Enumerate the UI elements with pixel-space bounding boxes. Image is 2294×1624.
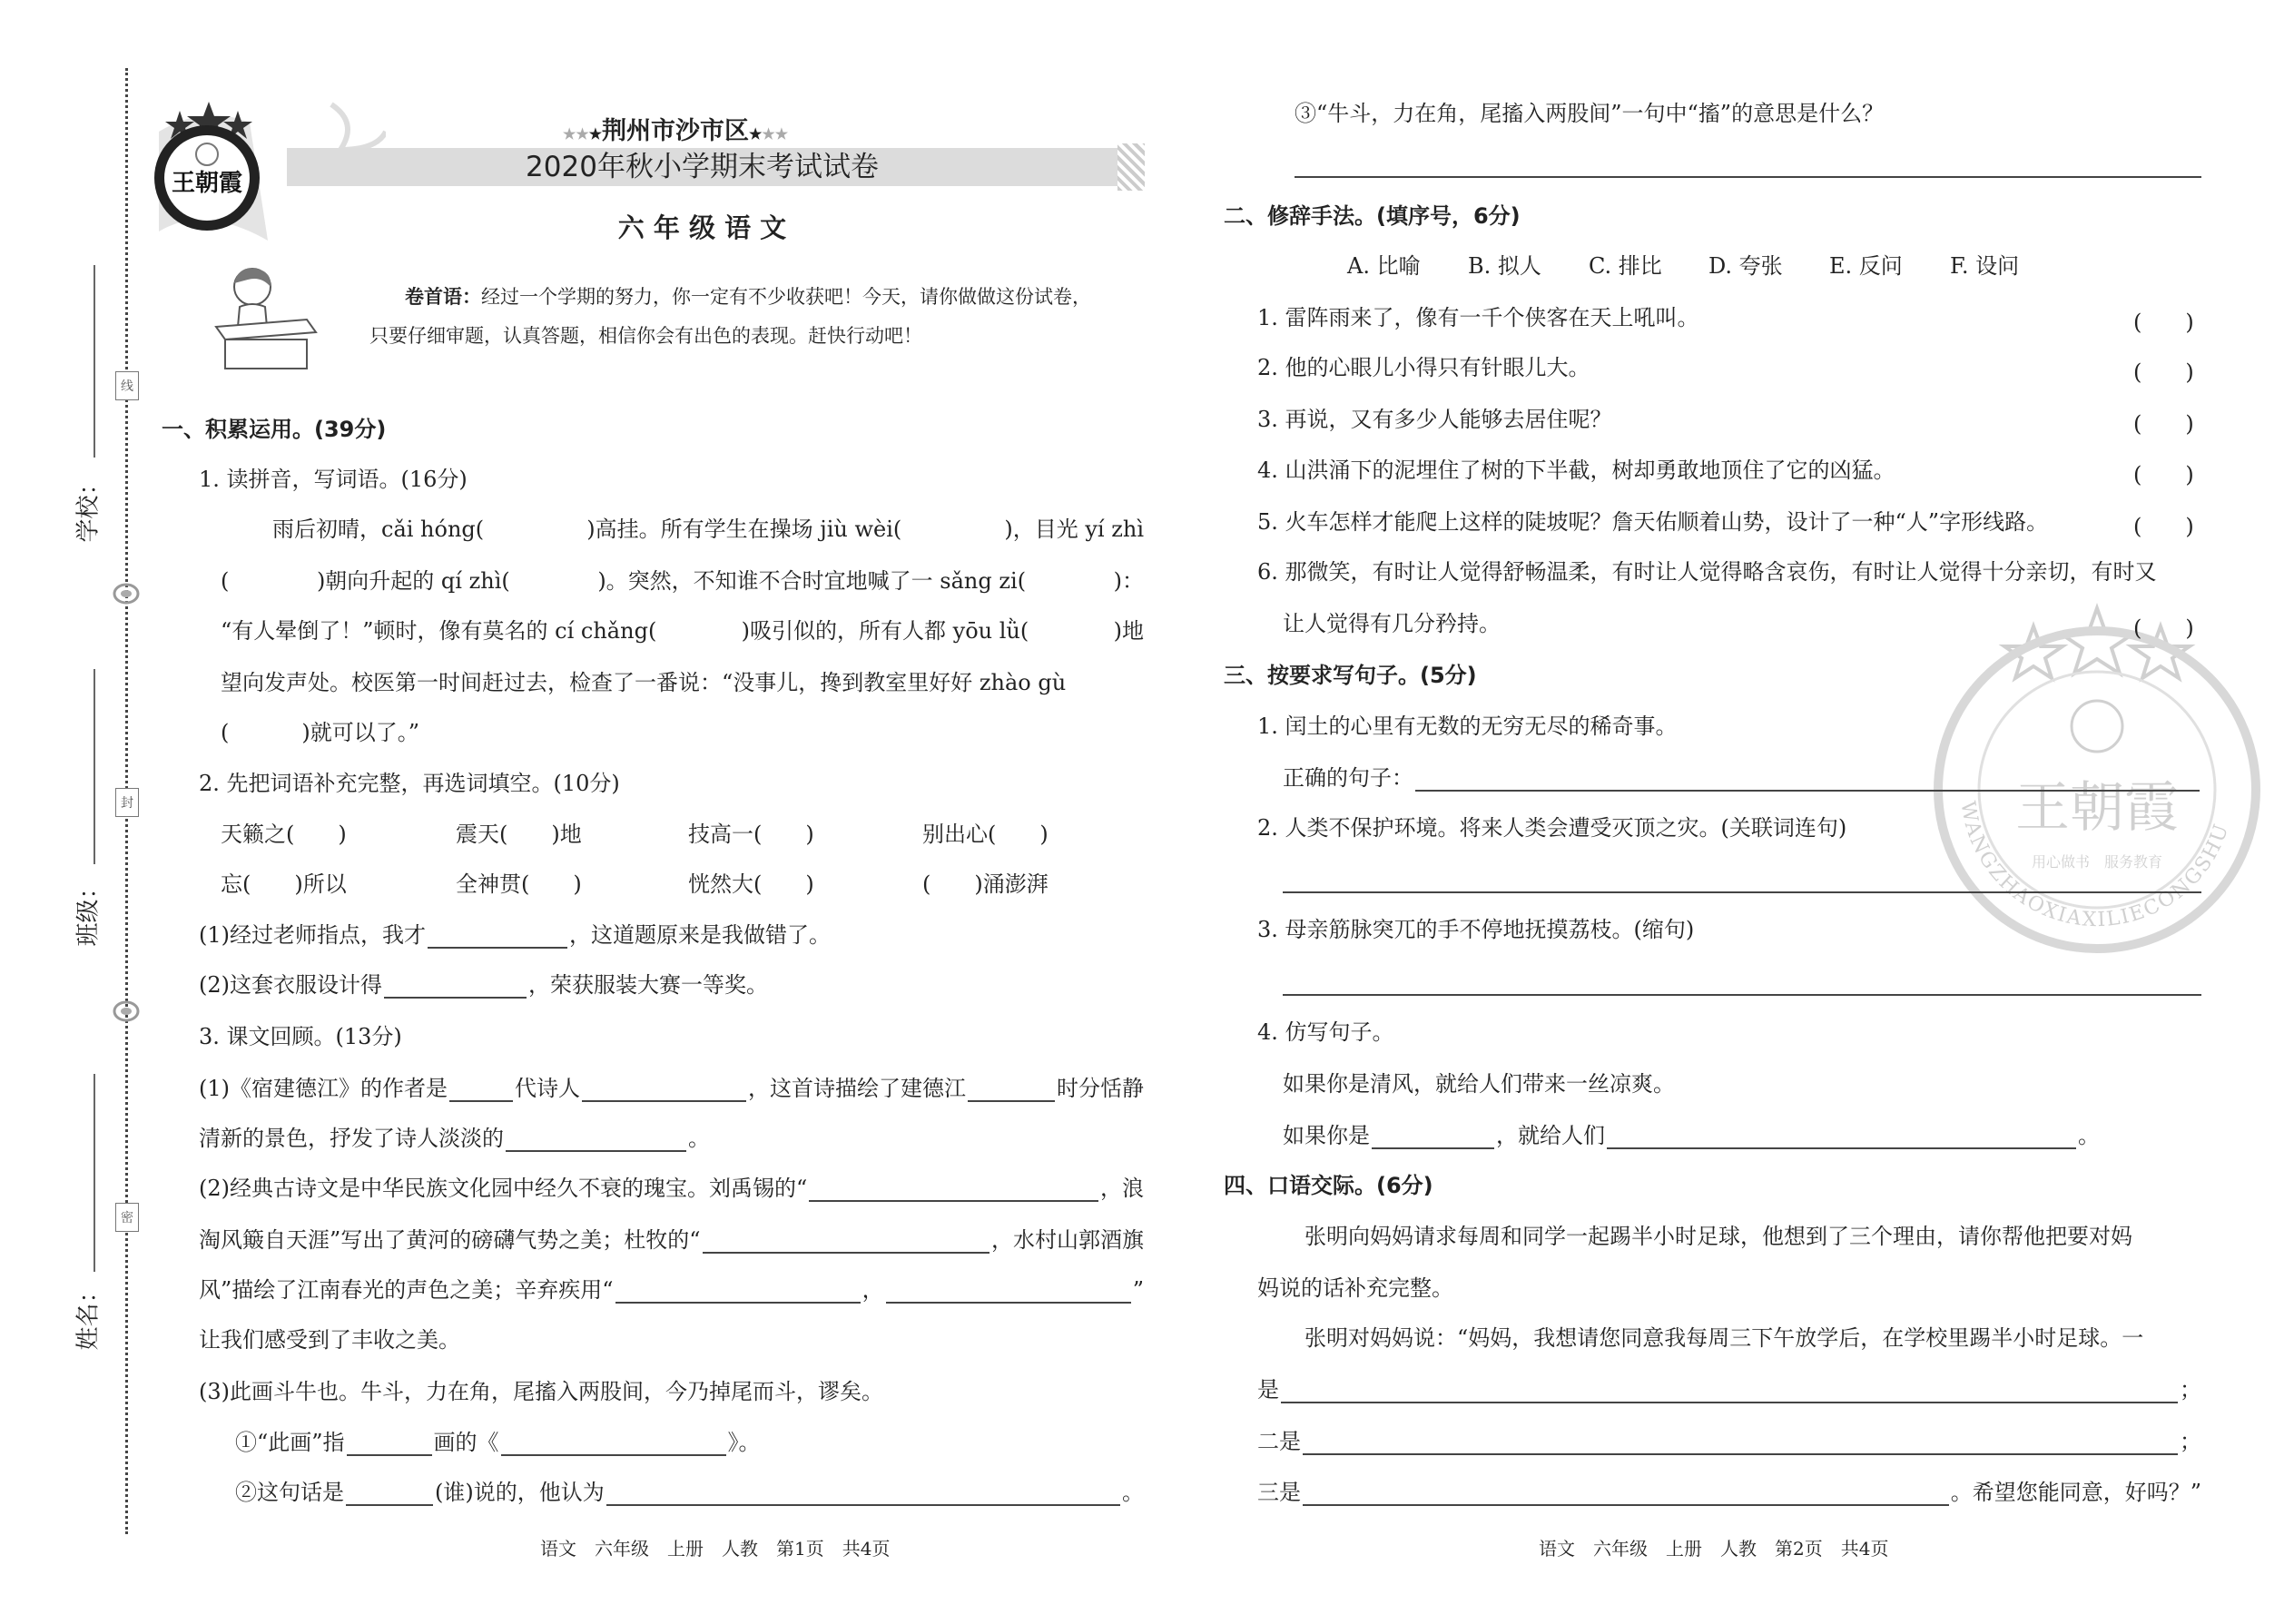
school-label: 学校： — [74, 471, 103, 543]
rhetoric-item-6-cont: 让人觉得有几分矜持。 — [1283, 611, 1501, 636]
class-line — [94, 669, 95, 864]
pinyin-line-3 — [221, 617, 1144, 645]
sentence-text: 。 — [1122, 1480, 1144, 1505]
review-2-line-4: 让我们感受到了丰收之美。 — [199, 1327, 460, 1353]
idiom-text: ) — [338, 822, 347, 847]
answer-blank[interactable] — [1303, 1481, 1949, 1506]
answer-blank[interactable] — [501, 1431, 726, 1456]
option-b: B. 拟人 — [1468, 253, 1541, 279]
passage-text: )吸引似的，所有人都 yōu lǜ( — [741, 618, 1029, 644]
sentence-text: ， — [861, 1277, 884, 1303]
student-illustration — [207, 263, 325, 370]
answer-blank[interactable] — [1415, 766, 2200, 792]
answer-blank[interactable] — [582, 1077, 746, 1102]
passage-text: ( — [221, 568, 230, 594]
answer-blank[interactable] — [606, 1481, 1120, 1506]
intro-label: 卷首语： — [405, 286, 481, 308]
sentence-text: ，荣获服装大赛一等奖。 — [528, 972, 768, 998]
name-line — [94, 1074, 95, 1272]
star-decoration-icon: ★★ — [762, 125, 789, 143]
answer-paren-5[interactable]: ( ) — [2133, 514, 2194, 539]
idiom-text: 震天( — [456, 822, 508, 847]
idiom-text: )涌澎湃 — [974, 871, 1049, 897]
answer-blank[interactable] — [762, 871, 805, 898]
answer-line[interactable] — [1295, 176, 2201, 178]
star-decoration-icon: ★★ — [563, 125, 589, 143]
spiral-icon — [113, 999, 140, 1024]
section-1-heading: 一、积累运用。(39分) — [162, 417, 387, 442]
answer-paren-6[interactable]: ( ) — [2133, 615, 2194, 641]
option-c: C. 排比 — [1589, 253, 1662, 279]
answer-blank[interactable] — [703, 1228, 989, 1254]
answer-blank[interactable] — [968, 1077, 1055, 1102]
review-1-line-1 — [199, 1075, 1144, 1102]
sentence-text: 风”描绘了江南春光的声色之美；辛弃疾用“ — [199, 1277, 614, 1303]
sentence-text: ，这道题原来是我做错了。 — [569, 922, 831, 948]
answer-blank[interactable] — [294, 821, 338, 848]
fill-sentence-1 — [199, 921, 831, 949]
sentence-task-2: 2. 人类不保护环境。将来人类会遭受灭顶之灾。(关联词连句) — [1257, 815, 1847, 841]
sentence-task-1: 1. 闰土的心里有无数的无穷无尽的稀奇事。 — [1257, 714, 1678, 739]
sentence-text: 清新的景色，抒发了诗人淡淡的 — [199, 1126, 504, 1151]
passage-text: ( — [221, 720, 230, 745]
sentence-text: ，就给人们 — [1496, 1123, 1605, 1148]
idiom-text: ) — [805, 822, 814, 847]
intro-line-1 — [405, 283, 1091, 310]
sentence-text: ①“此画”指 — [235, 1430, 345, 1455]
rhetoric-item-2: 2. 他的心眼儿小得只有针眼儿大。 — [1257, 355, 1590, 380]
seal-mark-mi: 密 — [115, 1203, 139, 1232]
answer-blank[interactable] — [347, 1431, 432, 1456]
sentence-text: (2)经典古诗文是中华民族文化园中经久不衰的瑰宝。刘禹锡的“ — [199, 1176, 808, 1201]
sentence-text: (谁)说的，他认为 — [435, 1480, 605, 1505]
seal-mark-feng: 封 — [115, 788, 139, 817]
intro-text: 经过一个学期的努力，你一定有不少收获吧！今天，请你做做这份试卷， — [481, 286, 1091, 308]
sentence-text: 。 — [688, 1126, 710, 1151]
answer-blank[interactable] — [762, 821, 805, 848]
sentence-text: ，水村山郭酒旗 — [991, 1227, 1144, 1253]
sentence-text: (1)《宿建德江》的作者是 — [199, 1076, 448, 1101]
passage-text: )。突然，不知谁不合时宜地喊了一 sǎng zi( — [597, 568, 1027, 594]
sentence-text: 画的《 — [433, 1430, 499, 1455]
idiom-text: )所以 — [294, 871, 347, 897]
answer-blank[interactable] — [615, 1278, 861, 1304]
svg-text:用心做书 服务教育: 用心做书 服务教育 — [2031, 853, 2163, 871]
answer-blank[interactable] — [449, 1077, 513, 1102]
header-region — [563, 111, 788, 146]
fill-sentence-2 — [199, 971, 768, 999]
answer-blank[interactable] — [886, 1278, 1131, 1304]
answer-blank[interactable] — [1372, 1124, 1494, 1149]
answer-blank[interactable] — [251, 871, 294, 898]
answer-label: 正确的句子： — [1283, 765, 1413, 791]
idiom-text: ) — [805, 871, 814, 897]
answer-blank[interactable] — [1303, 1430, 2178, 1455]
sentence-text: (2)这套衣服设计得 — [199, 972, 382, 998]
exam-title: 2020年秋小学期末考试试卷 — [526, 151, 879, 183]
section-2-heading: 二、修辞手法。(填序号，6分) — [1224, 203, 1521, 229]
imitation-example: 如果你是清风，就给人们带来一丝凉爽。 — [1283, 1071, 1675, 1097]
passage-text: )高挂。所有学生在操场 jiù wèi( — [586, 517, 902, 542]
sentence-text: 》。 — [727, 1430, 761, 1455]
idiom-text: ( — [922, 871, 931, 897]
sentence-text: 代诗人 — [515, 1076, 580, 1101]
sentence-text: ，浪 — [1100, 1176, 1144, 1201]
answer-blank[interactable] — [506, 1127, 686, 1152]
answer-paren-4[interactable]: ( ) — [2133, 462, 2194, 487]
rhetoric-item-3: 3. 再说，又有多少人能够去居住呢？ — [1257, 407, 1612, 432]
sentence-text: 是 — [1257, 1377, 1279, 1403]
answer-line[interactable] — [1283, 891, 2201, 893]
region-name: 荆州市沙市区 — [602, 117, 750, 145]
option-a: A. 比喻 — [1347, 253, 1421, 279]
oral-intro-2: 妈说的话补充完整。 — [1257, 1275, 1453, 1301]
passage-text: “有人晕倒了！”顿时，像有莫名的 cí chǎng( — [221, 618, 657, 644]
sentence-text: 。 — [2078, 1123, 2100, 1148]
oral-intro-1: 张明向妈妈请求每周和同学一起踢半小时足球，他想到了三个理由，请你帮他把要对妈 — [1305, 1224, 2132, 1249]
pinyin-line-4: 望向发声处。校医第一时间赶过去，检查了一番说：“没事儿，搀到教室里好好 zhào gù — [221, 670, 1067, 695]
answer-paren-2[interactable]: ( ) — [2133, 359, 2194, 385]
idiom-text: 天籁之( — [221, 822, 295, 847]
rhetoric-options — [1347, 252, 2019, 280]
idiom-text: 忘( — [221, 871, 251, 897]
sentence-text: 二是 — [1257, 1429, 1301, 1454]
sentence-task-1-answer — [1283, 764, 2201, 792]
answer-paren-1[interactable]: ( ) — [2133, 310, 2194, 335]
answer-blank[interactable] — [529, 871, 573, 898]
pinyin-line-1 — [272, 516, 1144, 543]
sentence-text: 三是 — [1257, 1480, 1301, 1505]
sentence-text: ②这句话是 — [235, 1480, 344, 1505]
review-2-line-3 — [199, 1276, 1144, 1304]
review-2-line-1 — [199, 1175, 1144, 1202]
rhetoric-item-6: 6. 那微笑，有时让人觉得舒畅温柔，有时让人觉得略含哀伤，有时让人觉得十分亲切，有时又 — [1257, 559, 2157, 585]
passage-text: )，目光 yí zhì — [1004, 517, 1144, 542]
answer-blank[interactable] — [809, 1176, 1098, 1202]
idiom-text: ) — [573, 871, 582, 897]
reason-1 — [1257, 1376, 2201, 1403]
idiom-row-2 — [221, 871, 1049, 898]
answer-blank[interactable] — [384, 973, 527, 999]
sentence-text: ，这首诗描绘了建德江 — [748, 1076, 966, 1101]
reason-2 — [1257, 1428, 2201, 1455]
school-line — [94, 265, 95, 458]
review-3-sub-3: ③“牛斗，力在角，尾搐入两股间”一句中“搐”的意思是什么？ — [1295, 101, 1885, 126]
question-2-prompt: 2. 先把词语补充完整，再选词填空。(10分) — [199, 771, 620, 796]
idiom-text: 技高一( — [688, 822, 763, 847]
answer-blank[interactable] — [1281, 1378, 2178, 1403]
review-3-sub-1 — [235, 1429, 761, 1456]
rhetoric-item-1: 1. 雷阵雨来了，像有一千个侠客在天上吼叫。 — [1257, 305, 1699, 330]
review-2-line-2 — [199, 1226, 1144, 1254]
section-3-heading: 三、按要求写句子。(5分) — [1224, 663, 1477, 688]
option-f: F. 设问 — [1950, 253, 2020, 279]
spiral-icon — [113, 581, 140, 606]
sentence-text: 如果你是 — [1283, 1123, 1370, 1148]
idiom-text: 恍然大( — [688, 871, 763, 897]
answer-blank[interactable] — [996, 821, 1039, 848]
idiom-row-1 — [221, 821, 1049, 848]
subject-title: 六 年 级 语 文 — [617, 212, 787, 243]
page-footer-2: 语文 六年级 上册 人教 第2页 共4页 — [1539, 1538, 1889, 1560]
publisher-logo — [145, 100, 272, 236]
idiom-text: 全神贯( — [456, 871, 530, 897]
idiom-text: ) — [1039, 822, 1049, 847]
answer-blank[interactable] — [428, 923, 567, 949]
passage-text: )地 — [1113, 618, 1144, 644]
imitation-fill — [1283, 1122, 2100, 1149]
pinyin-line-2 — [221, 567, 1144, 595]
reason-3 — [1257, 1479, 2201, 1506]
passage-text: )就可以了。” — [301, 720, 420, 745]
option-e: E. 反问 — [1829, 253, 1903, 279]
review-3-sub-2 — [235, 1479, 1144, 1506]
svg-text:王朝霞: 王朝霞 — [2015, 776, 2179, 840]
name-label: 姓名： — [74, 1279, 103, 1351]
sentence-text: (1)经过老师指点，我才 — [199, 922, 426, 948]
answer-blank[interactable] — [1607, 1124, 2076, 1149]
svg-text:王朝霞: 王朝霞 — [171, 170, 243, 197]
idiom-text: 别出心( — [922, 822, 997, 847]
watermark-ring-text: WANGZHAOXIAXILIECONGSHU — [1955, 799, 2234, 932]
review-1-line-2 — [199, 1125, 710, 1152]
answer-paren-3[interactable]: ( ) — [2133, 411, 2194, 437]
question-1-prompt: 1. 读拼音，写词语。(16分) — [199, 467, 468, 492]
title-bar-dots — [1117, 143, 1145, 191]
answer-blank[interactable] — [930, 871, 974, 898]
sentence-text: ； — [2180, 1429, 2201, 1454]
passage-text: 雨后初晴，cǎi hóng( — [272, 517, 485, 542]
page-footer-1: 语文 六年级 上册 人教 第1页 共4页 — [540, 1538, 891, 1560]
rhetoric-item-5: 5. 火车怎样才能爬上这样的陡坡呢？詹天佑顺着山势，设计了一种“人”字形线路。 — [1257, 509, 2049, 535]
pinyin-line-5 — [221, 719, 419, 746]
sentence-task-3: 3. 母亲筋脉突兀的手不停地抚摸荔枝。(缩句) — [1257, 917, 1695, 942]
answer-blank[interactable] — [346, 1481, 433, 1506]
section-4-heading: 四、口语交际。(6分) — [1224, 1173, 1433, 1198]
answer-blank[interactable] — [507, 821, 551, 848]
review-3-passage: (3)此画斗牛也。牛斗，力在角，尾搐入两股间，今乃掉尾而斗，谬矣。 — [199, 1379, 883, 1404]
sentence-text: ” — [1132, 1277, 1145, 1303]
answer-line[interactable] — [1283, 994, 2201, 996]
star-decoration-icon: ★ — [588, 125, 603, 143]
oral-intro-3: 张明对妈妈说：“妈妈，我想请您同意我每周三下午放学后，在学校里踢半小时足球。一 — [1305, 1325, 2144, 1351]
passage-text: )朝向升起的 qí zhì( — [316, 568, 510, 594]
option-d: D. 夸张 — [1708, 253, 1783, 279]
class-label: 班级： — [74, 875, 103, 947]
sentence-text: ； — [2180, 1377, 2201, 1403]
sentence-text: 。希望您能同意，好吗？” — [1950, 1480, 2201, 1505]
star-decoration-icon: ★ — [749, 125, 763, 143]
idiom-text: )地 — [551, 822, 582, 847]
question-3-prompt: 3. 课文回顾。(13分) — [199, 1024, 402, 1049]
intro-line-2: 只要仔细审题，认真答题，相信你会有出色的表现。赶快行动吧！ — [369, 325, 922, 347]
sentence-text: 时分恬静 — [1057, 1076, 1144, 1101]
sentence-task-4: 4. 仿写句子。 — [1257, 1019, 1394, 1045]
sentence-text: 淘风簸自天涯”写出了黄河的磅礴气势之美；杜牧的“ — [199, 1227, 701, 1253]
passage-text: )： — [1113, 568, 1144, 594]
seal-mark-xian: 线 — [115, 371, 139, 400]
rhetoric-item-4: 4. 山洪涌下的泥埋住了树的下半截，树却勇敢地顶住了它的凶猛。 — [1257, 458, 1895, 483]
